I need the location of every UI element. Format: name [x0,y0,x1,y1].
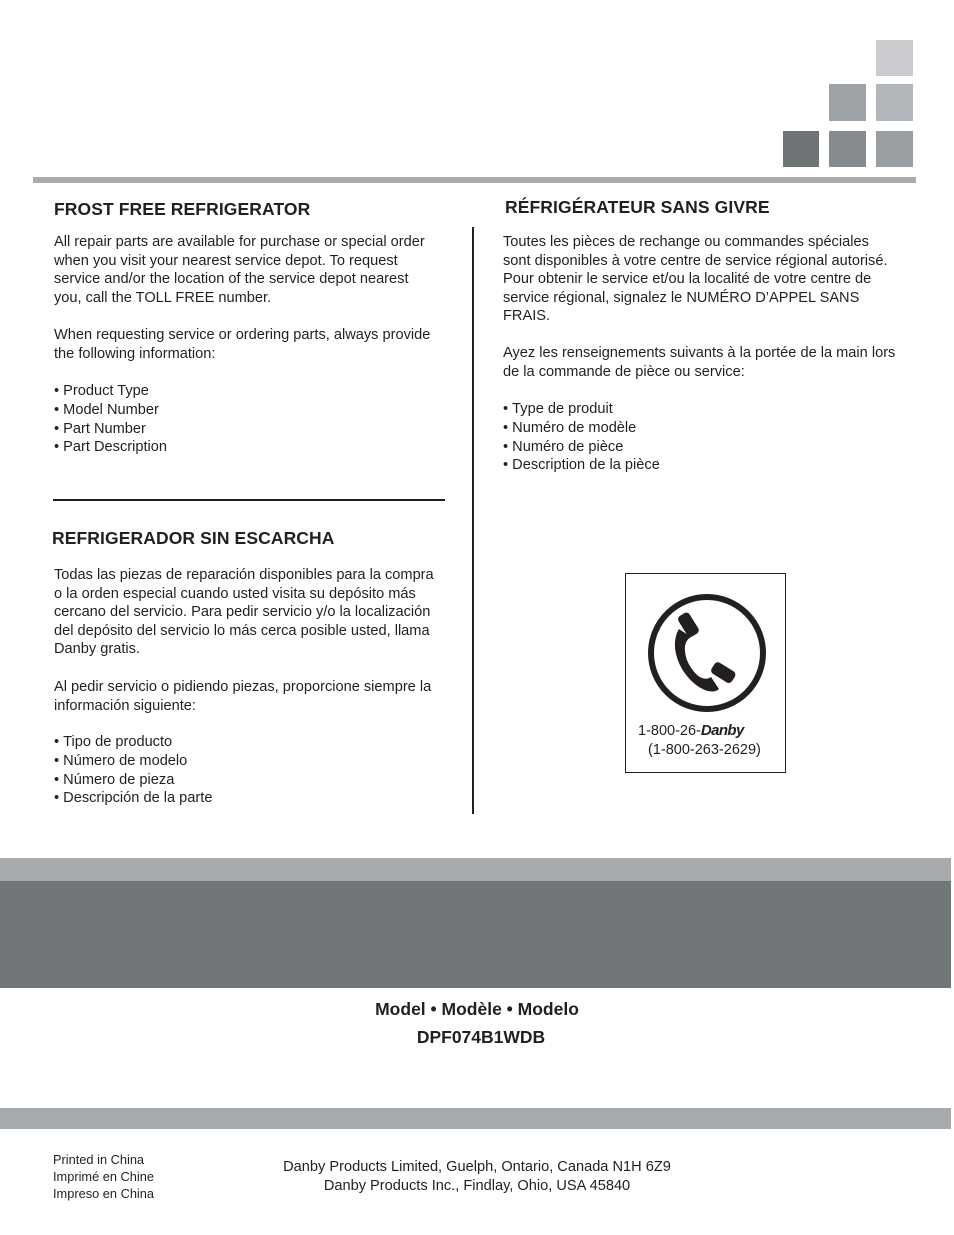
decor-square [876,84,913,121]
section-rule [53,499,445,501]
english-title: FROST FREE REFRIGERATOR [54,199,311,219]
spanish-info-list [54,733,212,808]
french-paragraph-1: Toutes les pièces de rechange ou commandes spéciales sont disponibles à votre centre de service régional autorisé. Pour obtenir le service et/ou la localité de votre centre de service régional, signalez le NUMÉRO D’APPEL SANS FRAIS. [503,234,888,325]
list-item: • Número de modelo [54,752,212,771]
phone-number-full: (1-800-263-2629) [648,742,761,758]
printed-in-english: Printed in China [53,1152,145,1167]
list-item: • Descripción de la parte [54,789,212,808]
company-addresses [200,1158,754,1195]
spanish-title: REFRIGERADOR SIN ESCARCHA [52,528,335,548]
decor-square [876,40,913,76]
top-rule [33,177,916,183]
spanish-paragraph-1: Todas las piezas de reparación disponibles para la compra o la orden especial cuando usted visita su depósito más cercano del servicio. Para pedir servicio y/o la localización del depósito del servicio lo más cerca posible usted, llama Danby gratis. [54,567,434,658]
phone-box [625,573,786,773]
light-band [0,858,951,881]
decor-square [829,131,866,167]
printed-in-spanish: Impreso en China [53,1186,155,1201]
list-item: • Product Type [54,382,167,401]
dark-band [0,881,951,988]
decor-square [829,84,866,121]
phone-number-line [638,722,744,739]
column-divider [472,227,474,814]
model-number: DPF074B1WDB [416,1027,546,1047]
address-canada: Danby Products Limited, Guelph, Ontario, Canada N1H 6Z9 [283,1159,671,1175]
french-info-list [503,400,660,475]
list-item: • Número de pieza [54,771,212,790]
phone-icon [645,591,769,715]
list-item: • Tipo de producto [54,733,212,752]
list-item: • Numéro de pièce [503,438,660,457]
english-info-list [54,382,167,457]
list-item: • Description de la pièce [503,456,660,475]
decor-square [783,131,819,167]
address-usa: Danby Products Inc., Findlay, Ohio, USA 45840 [323,1177,631,1194]
danby-logo: Danby [700,722,744,739]
english-paragraph-2: When requesting service or ordering parts, always provide the following information: [54,327,431,362]
list-item: • Type de produit [503,400,660,419]
footer-band [0,1108,951,1129]
spanish-paragraph-2: Al pedir servicio o pidiendo piezas, proporcione siempre la información siguiente: [54,679,432,714]
french-paragraph-2: Ayez les renseignements suivants à la portée de la main lors de la commande de pièce ou service: [503,345,896,380]
english-paragraph-1: All repair parts are available for purchase or special order when you visit your nearest service depot. To request service and/or the location of the service depot nearest you, call the TOLL FREE number. [54,234,425,306]
model-label: Model • Modèle • Modelo [375,999,579,1019]
phone-number-prefix: 1-800-26- [638,723,701,739]
printed-in [53,1151,154,1202]
list-item: • Numéro de modèle [503,419,660,438]
list-item: • Model Number [54,401,167,420]
printed-in-french: Imprimé en Chine [53,1169,154,1184]
decor-square [876,131,913,167]
french-title: RÉFRIGÉRATEUR SANS GIVRE [505,197,770,217]
list-item: • Part Description [54,438,167,457]
list-item: • Part Number [54,420,167,439]
